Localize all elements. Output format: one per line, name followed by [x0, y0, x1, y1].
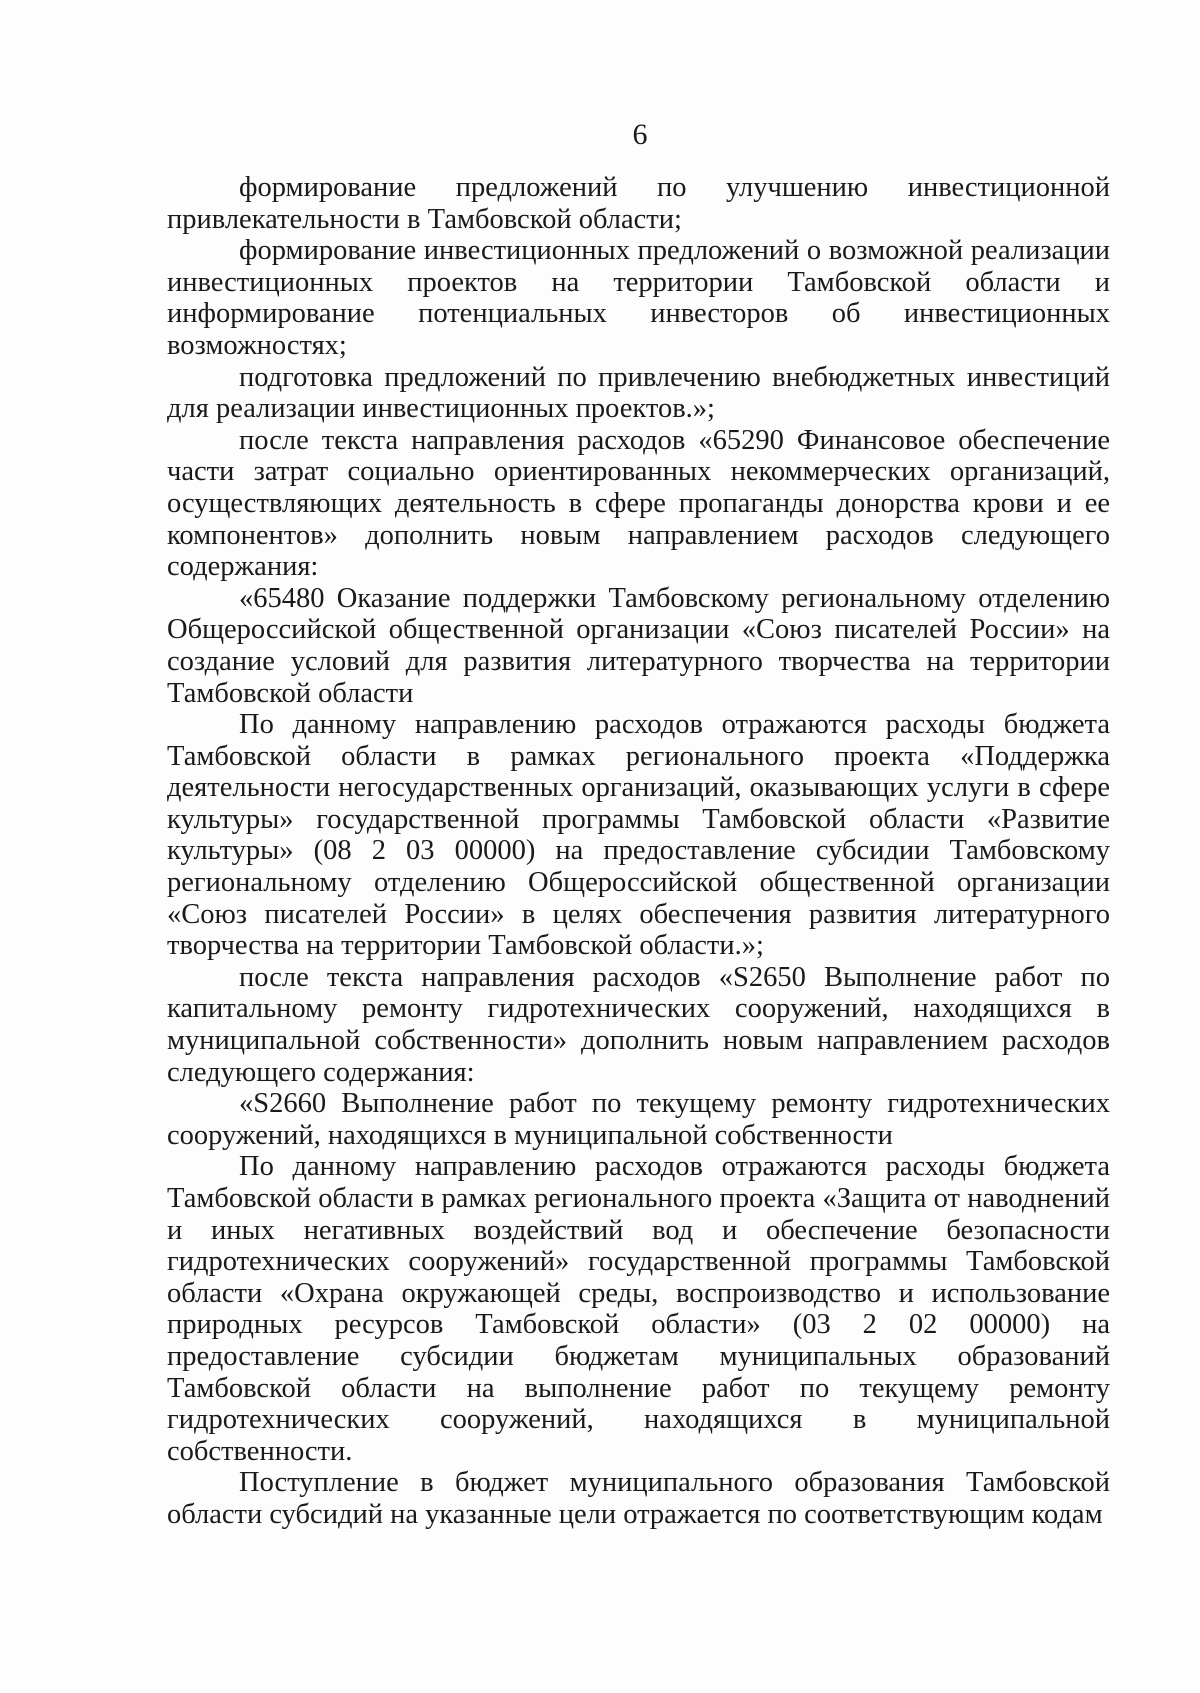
paragraph: По данному направлению расходов отражаются расходы бюджета Тамбовской области в рамках регионального проекта «Защита от наводнений и иных негативных воздействий вод и обеспечение безопасности гидротехнических сооружений» государственной программы Тамбовской области «Охрана окружающей среды, воспроизводство и использование природных ресурсов Тамбовской области» (03 2 02 00000) на предоставление субсидии бюджетам муниципальных образований Тамбовской области на выполнение работ по текущему ремонту гидротехнических сооружений, находящихся в муниципальной собственности.	[167, 1151, 1110, 1467]
document-body	[167, 172, 1110, 1531]
paragraph: после текста направления расходов «65290 Финансовое обеспечение части затрат социально ориентированных некоммерческих организаций, осуществляющих деятельность в сфере пропаганды донорства крови и ее компонентов» дополнить новым направлением расходов следующего содержания:	[167, 424, 1110, 583]
page-number: 6	[632, 118, 648, 151]
paragraph: «65480 Оказание поддержки Тамбовскому региональному отделению Общероссийской общественной организации «Союз писателей России» на создание условий для развития литературного творчества на территории Тамбовской области	[167, 582, 1110, 709]
paragraph: формирование инвестиционных предложений о возможной реализации инвестиционных проектов на территории Тамбовской области и информирование потенциальных инвесторов об инвестиционных возможностях;	[167, 235, 1110, 361]
paragraph: подготовка предложений по привлечению внебюджетных инвестиций для реализации инвестиционных проектов.»;	[167, 361, 1110, 425]
paragraph: «S2660 Выполнение работ по текущему ремонту гидротехнических сооружений, находящихся в муниципальной собственности	[167, 1088, 1110, 1151]
paragraph: Поступление в бюджет муниципального образования Тамбовской области субсидий на указанные цели отражается по соответствующим кодам	[167, 1467, 1110, 1530]
paragraph: формирование предложений по улучшению инвестиционной привлекательности в Тамбовской области;	[167, 172, 1110, 235]
paragraph: после текста направления расходов «S2650 Выполнение работ по капитальному ремонту гидротехнических сооружений, находящихся в муниципальной собственности» дополнить новым направлением расходов следующего содержания:	[167, 961, 1110, 1088]
paragraph: По данному направлению расходов отражаются расходы бюджета Тамбовской области в рамках регионального проекта «Поддержка деятельности негосударственных организаций, оказывающих услуги в сфере культуры» государственной программы Тамбовской области «Развитие культуры» (08 2 03 00000) на предоставление субсидии Тамбовскому региональному отделению Общероссийской общественной организации «Союз писателей России» в целях обеспечения развития литературного творчества на территории Тамбовской области.»;	[167, 709, 1110, 962]
